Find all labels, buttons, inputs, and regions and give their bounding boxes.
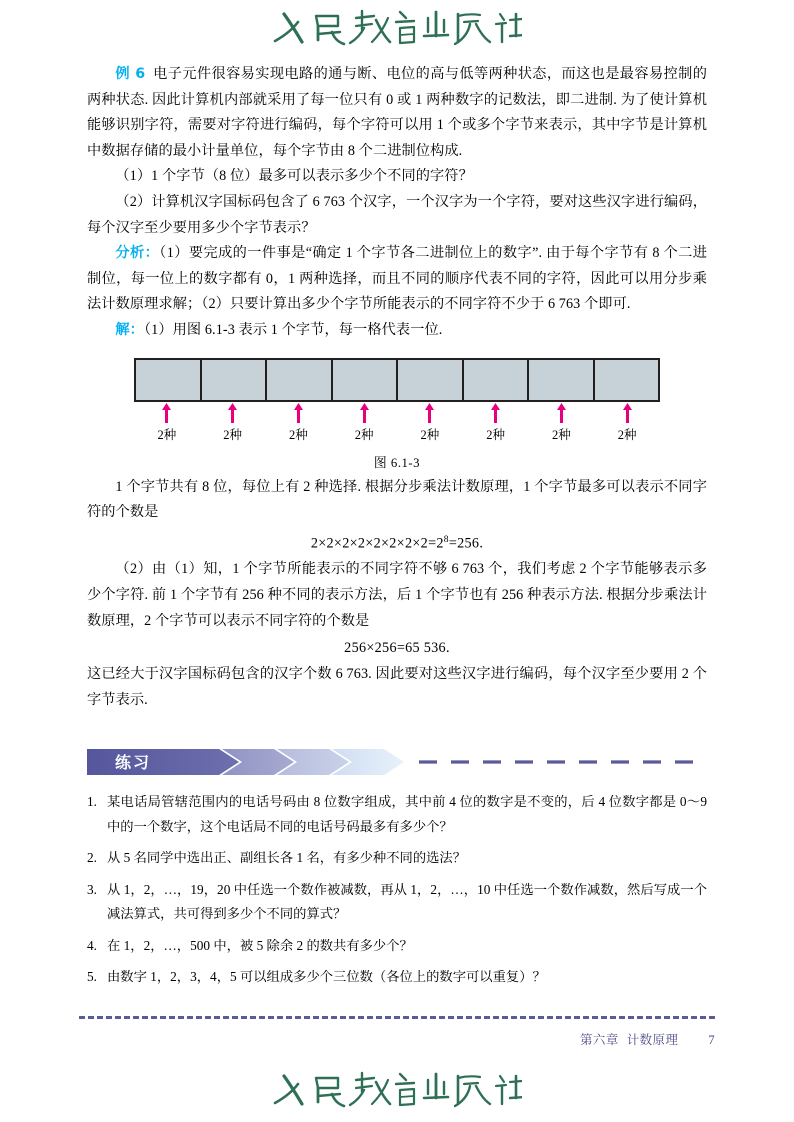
practice-item-number: 2. — [87, 850, 97, 866]
byte-arrow-group — [200, 402, 266, 443]
figure-caption: 图 6.1-3 — [373, 455, 421, 470]
byte-cell — [595, 360, 659, 400]
byte-arrow-label: 2种 — [617, 427, 637, 442]
solution-part1-intro-text: （1）用图 6.1-3 表示 1 个字节，每一格代表一位. — [143, 321, 443, 338]
solution-part1-text: 1 个字节共有 8 位，每位上有 2 种选择. 根据分步乘法计数原理，1 个字节最多可以表示不同字符的个数是 — [87, 478, 707, 521]
byte-arrow-group — [529, 402, 595, 443]
footer-page-number: 7 — [708, 1032, 715, 1047]
arrow-up-icon — [622, 403, 633, 423]
byte-cell — [202, 360, 268, 400]
publisher-logo-calligraphy-icon — [272, 1068, 522, 1114]
arrow-up-icon — [293, 403, 304, 423]
byte-arrow-label: 2种 — [157, 427, 177, 442]
footer-section: 计数原理 — [626, 1032, 679, 1047]
example-paragraph — [87, 62, 707, 164]
byte-cell — [136, 360, 202, 400]
example-question-2: （2）计算机汉字国标码包含了 6 763 个汉字，一个汉字为一个字符，要对这些汉字进行编码，每个汉字至少要用多少个字节表示？ — [87, 193, 707, 236]
byte-cells-row — [134, 358, 660, 402]
example-label: 例 6 — [115, 66, 146, 82]
byte-cell — [529, 360, 595, 400]
solution-part2-text: （2）由（1）知，1 个字节所能表示的不同字符不够 6 763 个，我们考虑 2 个字节能够表示多少个字符. 前 1 个字节有 256 种不同的表示方法，后 1 个字节也有 256 种表示方法. 根据分步乘法计数原理，2 个字节可以表示不同字符的个数是 — [87, 561, 707, 629]
byte-arrow-label: 2种 — [486, 427, 505, 442]
practice-item-text: 在 1，2，…，500 中，被 5 除余 2 的数共有多少个？ — [107, 937, 413, 953]
practice-item-number: 4. — [87, 937, 97, 953]
formula-one — [87, 526, 707, 558]
solution-label: 解： — [115, 321, 144, 338]
byte-arrow-label: 2种 — [288, 427, 308, 442]
byte-arrow-label: 2种 — [551, 427, 571, 442]
footer-chapter: 第六章 — [580, 1032, 619, 1047]
byte-arrow-group — [134, 402, 200, 443]
arrow-up-icon — [227, 403, 238, 423]
practice-item — [87, 934, 707, 959]
byte-arrow-label: 2种 — [223, 427, 242, 442]
analysis-label: 分析： — [115, 245, 160, 262]
arrow-up-icon — [161, 403, 172, 423]
practice-item-text: 由数字 1，2，3，4，5 可以组成多少个三位数（各位上的数字可以重复）？ — [107, 969, 546, 985]
practice-item — [87, 846, 707, 871]
byte-arrow-group — [594, 402, 660, 443]
solution-part1-intro — [87, 318, 707, 344]
byte-arrows-row — [134, 402, 660, 443]
practice-item-number: 1. — [87, 794, 97, 810]
byte-arrow-group — [331, 402, 397, 443]
analysis-body: （1）要完成的一件事是“确定 1 个字节各二进制位上的数字”. 由于每个字节有 8 个二进制位，每一位上的数字都有 0，1 两种选择，而且不同的顺序代表不同的字符，因此可以用分步乘法计数原理求解；（2）只要计算出多少个字节所能表示的不同字符不少于 6 763 个即可. — [87, 245, 707, 313]
practice-banner-label: 练习 — [115, 753, 152, 773]
byte-arrow-group — [397, 402, 463, 443]
byte-arrow-group — [463, 402, 529, 443]
byte-cell — [464, 360, 530, 400]
practice-banner-chevrons-icon — [87, 747, 707, 777]
footer-divider — [79, 1016, 715, 1019]
practice-item-number: 3. — [87, 881, 97, 897]
byte-arrow-label: 2种 — [354, 427, 374, 442]
practice-item — [87, 878, 707, 927]
analysis-paragraph — [87, 241, 707, 318]
practice-item — [87, 790, 707, 839]
practice-item-text: 从 5 名同学中选出正、副组长各 1 名，有多少种不同的选法？ — [107, 850, 467, 866]
arrow-up-icon — [424, 403, 435, 423]
byte-cell — [398, 360, 464, 400]
arrow-up-icon — [556, 403, 567, 423]
publisher-logo-calligraphy-icon — [272, 6, 522, 52]
byte-cell — [267, 360, 333, 400]
formula-two: 256×256=65 536. — [344, 640, 450, 657]
byte-arrow-label: 2种 — [420, 427, 440, 442]
practice-item — [87, 965, 707, 990]
example-body: 电子元件很容易实现电路的通与断、电位的高与低等两种状态，而这也是最容易控制的两种状态. 因此计算机内部就采用了每一位只有 0 或 1 两种数字的记数法，即二进制. 为了使计算机能够识别字符，需要对字符进行编码，每个字符可以用 1 个或多个字节来表示，其中字节是计算机中数据存储的最小计量单位，每个字节由 8 个二进制位构成. — [87, 66, 707, 159]
byte-cell — [333, 360, 399, 400]
example-question-1: （1）1 个字节（8 位）最多可以表示多少个不同的字符？ — [115, 168, 473, 185]
practice-list — [87, 790, 707, 990]
formula-one-base: 2×2×2×2×2×2×2×2=2 — [310, 535, 444, 552]
formula-one-tail: =256. — [448, 535, 484, 552]
page-content — [0, 62, 794, 1048]
practice-item-number: 5. — [87, 969, 97, 985]
practice-banner — [87, 747, 707, 777]
byte-figure — [87, 358, 707, 471]
arrow-up-icon — [490, 403, 501, 423]
footer — [79, 1030, 715, 1048]
solution-conclusion: 这已经大于汉字国标码包含的汉字个数 6 763. 因此要对这些汉字进行编码，每个汉字至少要用 2 个字节表示. — [87, 666, 707, 708]
publisher-logo-bottom — [0, 1068, 794, 1114]
formula-one-exponent: 8 — [443, 534, 449, 545]
practice-item-text: 从 1，2，…，19，20 中任选一个数作被减数，再从 1，2，…，10 中任选一个数作减数，然后写成一个减法算式，共可得到多少个不同的算式？ — [107, 881, 707, 922]
arrow-up-icon — [359, 403, 370, 423]
byte-arrow-group — [266, 402, 332, 443]
publisher-logo-top — [0, 6, 794, 52]
practice-item-text: 某电话局管辖范围内的电话号码由 8 位数字组成，其中前 4 位的数字是不变的，后 4 位数字都是 0～9 中的一个数字，这个电话局不同的电话号码最多有多少个？ — [107, 794, 707, 834]
